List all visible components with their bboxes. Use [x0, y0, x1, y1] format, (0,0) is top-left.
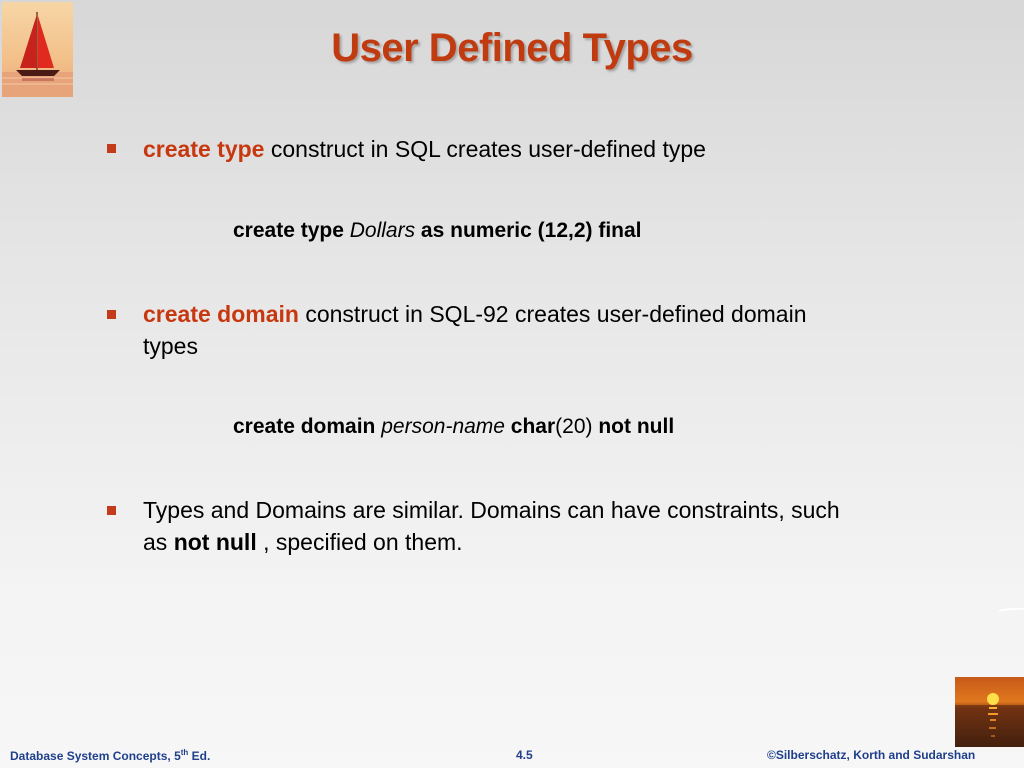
code-identifier: person-name — [381, 415, 505, 438]
code-example-1 — [233, 217, 642, 245]
keyword: create type — [143, 136, 265, 162]
footer-copyright: ©Silberschatz, Korth and Sudarshan — [767, 748, 976, 762]
code-keyword: create domain — [233, 415, 382, 438]
footer-book-title: Database System Concepts, 5 — [10, 749, 181, 763]
code-type: char — [504, 415, 556, 438]
code-keyword: create type — [233, 219, 350, 242]
keyword: create domain — [143, 301, 299, 327]
bullet-1 — [143, 133, 943, 165]
footer-superscript: th — [180, 748, 189, 757]
bold-term: not null — [173, 529, 257, 555]
code-length: (20) — [555, 415, 599, 438]
code-rest: not null — [598, 415, 675, 438]
bullet-3 — [143, 494, 943, 558]
footer-edition: Ed. — [188, 749, 211, 763]
footer-left — [10, 748, 210, 763]
decorative-swoosh — [999, 608, 1024, 612]
bullet-text: Types and Domains are similar. Domains can have constraints, such — [143, 497, 840, 523]
code-example-2 — [233, 413, 674, 441]
sunset-logo — [955, 677, 1024, 747]
bullet-marker — [107, 310, 116, 319]
bullet-text: as — [143, 529, 174, 555]
bullet-text: , specified on them. — [256, 529, 463, 555]
code-identifier: Dollars — [349, 219, 416, 242]
bullet-text-line2: types — [143, 333, 198, 359]
bullet-text: construct in SQL creates user-defined type — [264, 136, 706, 162]
bullet-text: construct in SQL-92 creates user-defined domain — [298, 301, 807, 327]
code-rest: as numeric (12,2) final — [415, 219, 642, 242]
page-number: 4.5 — [516, 748, 533, 762]
bullet-2 — [143, 298, 943, 362]
bullet-marker — [107, 506, 116, 515]
bullet-marker — [107, 144, 116, 153]
slide-title: User Defined Types — [331, 26, 693, 70]
